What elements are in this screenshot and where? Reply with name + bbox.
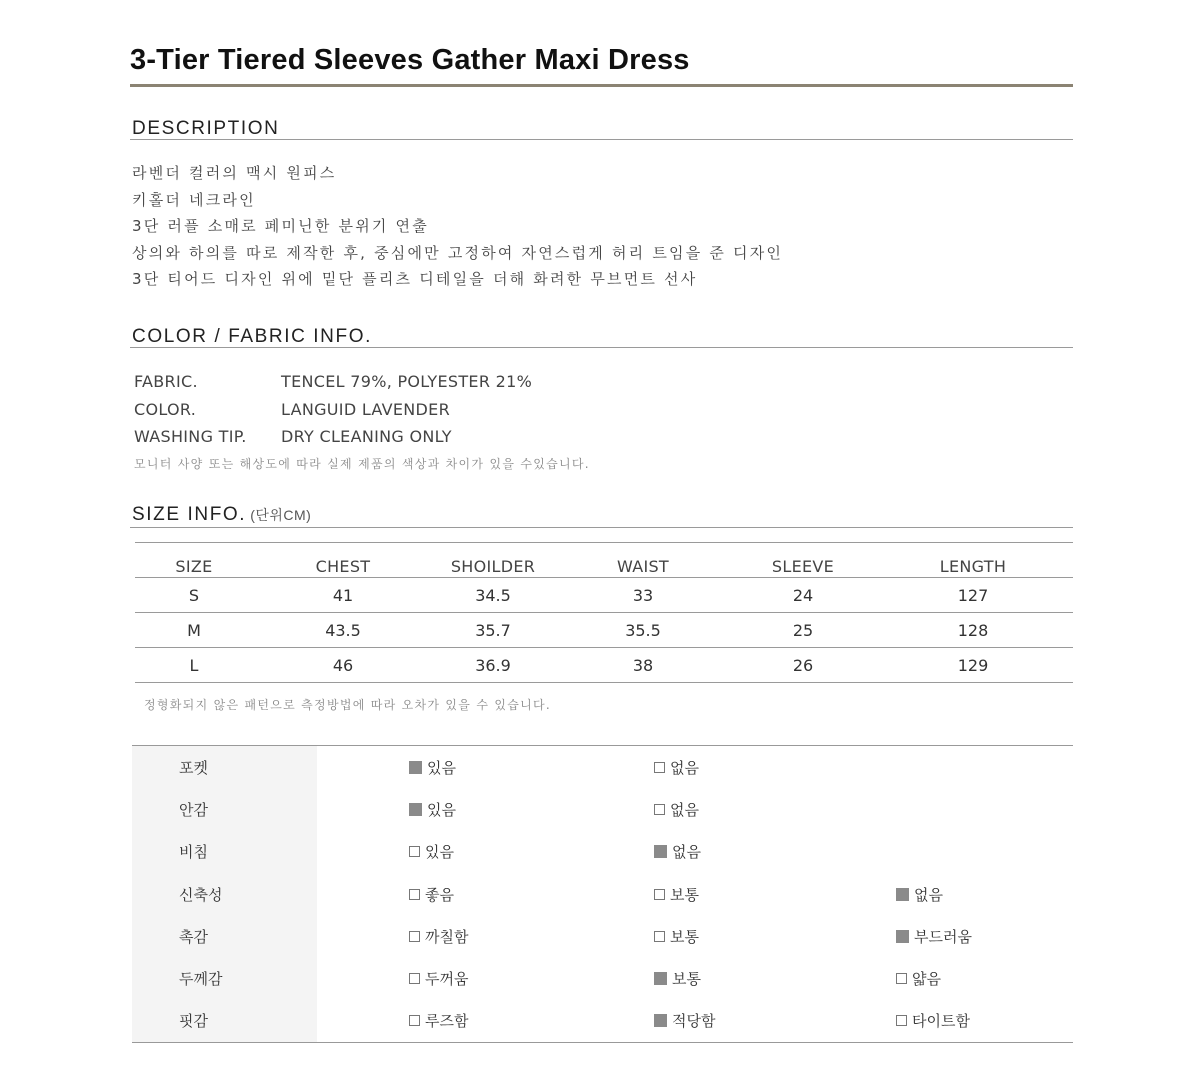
option-label: 적당함 — [672, 1012, 716, 1031]
attribute-row-pocket — [132, 746, 1073, 788]
attribute-option — [896, 873, 943, 915]
checkbox-icon — [654, 972, 667, 985]
attribute-label: 안감 — [132, 788, 317, 830]
attribute-row-lining — [132, 788, 1073, 830]
fabric-value: TENCEL 79%, POLYESTER 21% — [281, 372, 533, 391]
attribute-table — [132, 745, 1073, 1043]
attribute-option — [654, 957, 701, 999]
size-heading — [132, 504, 1073, 526]
attribute-label: 두께감 — [132, 957, 317, 999]
monitor-note: 모니터 사양 또는 해상도에 따라 실제 제품의 색상과 차이가 있을 수있습니다. — [134, 456, 590, 471]
table-cell: 41 — [253, 578, 433, 613]
table-cell: 43.5 — [253, 613, 433, 648]
attribute-option — [654, 831, 701, 873]
size-table — [135, 542, 1073, 683]
attribute-option — [409, 1000, 468, 1042]
washing-key: WASHING TIP. — [134, 427, 247, 446]
option-label: 없음 — [670, 800, 699, 819]
table-row — [135, 648, 1073, 683]
washing-row — [134, 423, 590, 451]
attribute-label: 비침 — [132, 831, 317, 873]
option-label: 보통 — [670, 927, 699, 946]
attribute-option — [409, 957, 468, 999]
checkbox-icon — [654, 804, 665, 815]
table-cell: 24 — [733, 578, 873, 613]
option-label: 보통 — [670, 885, 699, 904]
attribute-option — [654, 746, 699, 788]
table-cell: S — [135, 578, 253, 613]
option-label: 보통 — [672, 970, 701, 989]
attribute-row-stretch — [132, 873, 1073, 915]
description-text — [132, 160, 783, 293]
table-cell: 35.5 — [553, 613, 733, 648]
fabric-key: FABRIC. — [134, 372, 198, 391]
column-header: CHEST — [253, 543, 433, 578]
checkbox-icon — [409, 846, 420, 857]
checkbox-icon — [654, 931, 665, 942]
attribute-option — [896, 915, 972, 957]
table-cell: 26 — [733, 648, 873, 683]
description-line: 3단 티어드 디자인 위에 밑단 플리츠 디테일을 더해 화려한 무브먼트 선사 — [132, 270, 698, 289]
option-label: 있음 — [427, 758, 456, 777]
description-heading: DESCRIPTION — [132, 118, 280, 139]
attribute-option — [409, 746, 456, 788]
table-row — [135, 578, 1073, 613]
checkbox-icon — [409, 889, 420, 900]
checkbox-icon — [654, 845, 667, 858]
attribute-option — [409, 915, 468, 957]
description-line: 라벤더 컬러의 맥시 원피스 — [132, 164, 337, 182]
description-divider — [130, 139, 1073, 140]
washing-value: DRY CLEANING ONLY — [281, 427, 452, 446]
table-cell: M — [135, 613, 253, 648]
checkbox-icon — [654, 889, 665, 900]
table-cell: 35.7 — [433, 613, 553, 648]
attribute-option — [654, 788, 699, 830]
checkbox-icon — [409, 973, 420, 984]
table-cell: L — [135, 648, 253, 683]
option-label: 얇음 — [912, 970, 941, 989]
option-label: 부드러움 — [914, 927, 972, 946]
attribute-label: 촉감 — [132, 915, 317, 957]
attribute-row-fit — [132, 1000, 1073, 1042]
attribute-option — [409, 873, 454, 915]
option-label: 없음 — [672, 843, 701, 862]
attribute-option — [409, 788, 456, 830]
attribute-option — [896, 957, 941, 999]
description-line: 상의와 하의를 따로 제작한 후, 중심에만 고정하여 자연스럽게 허리 트임을 준 디자인 — [132, 243, 784, 262]
attribute-row-sheerness — [132, 831, 1073, 873]
checkbox-icon — [896, 1015, 907, 1026]
description-line: 키홀더 네크라인 — [132, 190, 256, 209]
option-label: 두꺼움 — [425, 970, 469, 989]
column-header: WAIST — [553, 543, 733, 578]
description-line: 3단 러플 소매로 페미닌한 분위기 연출 — [132, 217, 429, 236]
attribute-row-thickness — [132, 957, 1073, 999]
table-cell: 25 — [733, 613, 873, 648]
size-table-header — [135, 543, 1073, 578]
table-cell: 33 — [553, 578, 733, 613]
color-row — [134, 396, 590, 424]
color-value: LANGUID LAVENDER — [281, 399, 451, 419]
attribute-label: 핏감 — [132, 1000, 317, 1042]
column-header: SIZE — [135, 543, 253, 578]
table-cell: 46 — [253, 648, 433, 683]
checkbox-icon — [409, 803, 422, 816]
table-cell: 38 — [553, 648, 733, 683]
column-header: LENGTH — [873, 543, 1073, 578]
checkbox-icon — [896, 973, 907, 984]
option-label: 없음 — [914, 885, 943, 904]
table-cell: 128 — [873, 613, 1073, 648]
checkbox-icon — [654, 762, 665, 773]
attribute-option — [896, 1000, 970, 1042]
table-row — [135, 613, 1073, 648]
attribute-row-touch — [132, 915, 1073, 957]
option-label: 타이트함 — [912, 1012, 970, 1031]
product-title: 3-Tier Tiered Sleeves Gather Maxi Dress — [130, 44, 690, 76]
attribute-option — [654, 915, 699, 957]
fabric-heading: COLOR / FABRIC INFO. — [132, 326, 372, 347]
option-label: 좋음 — [425, 885, 454, 904]
table-cell: 127 — [873, 578, 1073, 613]
table-cell: 129 — [873, 648, 1073, 683]
checkbox-icon — [654, 1014, 667, 1027]
attribute-label: 신축성 — [132, 873, 317, 915]
measurement-note: 정형화되지 않은 패턴으로 측정방법에 따라 오차가 있을 수 있습니다. — [144, 698, 552, 712]
checkbox-icon — [896, 930, 909, 943]
option-label: 까칠함 — [425, 927, 469, 946]
checkbox-icon — [409, 1015, 420, 1026]
option-label: 있음 — [427, 800, 456, 819]
checkbox-icon — [896, 888, 909, 901]
checkbox-icon — [409, 761, 422, 774]
size-divider — [130, 527, 1073, 528]
fabric-divider — [130, 347, 1073, 348]
title-divider — [130, 84, 1073, 87]
fabric-info — [134, 368, 590, 472]
option-label: 없음 — [670, 758, 699, 777]
attribute-label: 포켓 — [132, 746, 317, 788]
option-label: 있음 — [425, 843, 454, 862]
size-unit: (단위CM) — [250, 507, 312, 523]
table-cell: 36.9 — [433, 648, 553, 683]
attribute-option — [654, 873, 699, 915]
table-cell: 34.5 — [433, 578, 553, 613]
column-header: SHOILDER — [433, 543, 553, 578]
fabric-row — [134, 368, 590, 396]
option-label: 루즈함 — [425, 1012, 469, 1031]
size-heading-label: SIZE INFO. — [132, 504, 247, 525]
column-header: SLEEVE — [733, 543, 873, 578]
attribute-option — [409, 831, 454, 873]
color-key: COLOR. — [134, 399, 197, 419]
attribute-option — [654, 1000, 715, 1042]
checkbox-icon — [409, 931, 420, 942]
